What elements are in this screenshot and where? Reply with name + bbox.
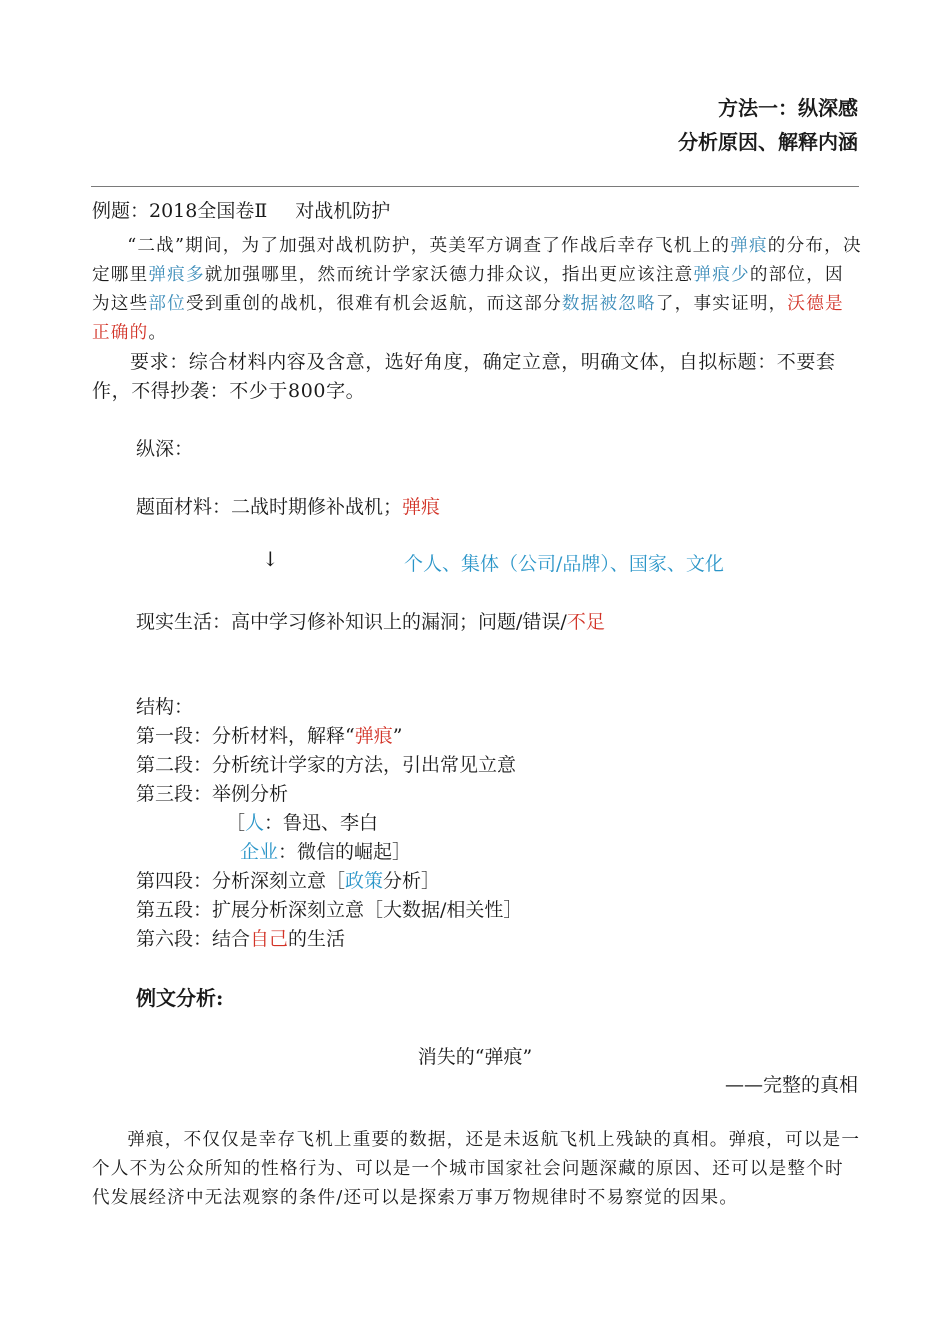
structure-item-2: 第二段：分析统计学家的方法，引出常见立意 (136, 754, 517, 776)
highlight-text: 沃德是正确的 (92, 294, 844, 343)
highlight-text: 弹痕多 (148, 265, 205, 285)
highlight-text: 人 (245, 812, 265, 834)
highlight-text: 弹痕 (402, 496, 441, 518)
depth-heading: 纵深： (136, 438, 194, 460)
arrow-note: 个人、集体（公司/品牌）、国家、文化 (404, 553, 724, 575)
highlight-text: 自己 (250, 928, 289, 950)
highlight-text: 部位 (148, 294, 186, 314)
requirement-paragraph (92, 348, 862, 406)
essay-title: 消失的“弹痕” (417, 1046, 533, 1068)
highlight-text: 弹痕 (354, 725, 393, 747)
structure-item-6: 第六段：结合自己的生活 (136, 928, 346, 950)
highlight-text: 弹痕少 (693, 265, 750, 285)
requirement-text: 要求：综合材料内容及含意，选好角度，确定立意，明确文体，自拟标题：不要套作，不得抄袭：不少于800字。 (92, 351, 836, 402)
essay-body (92, 1126, 862, 1213)
example-topic: 对战机防护 (295, 200, 391, 222)
structure-item-3: 第三段：举例分析 (136, 783, 289, 805)
structure-item-5: 第五段：扩展分析深刻立意［大数据/相关性］ (136, 899, 523, 921)
header-title: 方法一：纵深感 (718, 96, 858, 120)
essay-subtitle: ——完整的真相 (724, 1074, 858, 1096)
highlight-text: 政策 (345, 870, 384, 892)
highlight-text: 不足 (566, 611, 605, 633)
structure-item-4: 第四段：分析深刻立意［政策分析］ (136, 870, 441, 892)
structure-sub-2: 企业：微信的崛起］ (240, 841, 412, 863)
divider (91, 186, 859, 187)
essay-heading: 例文分析: (136, 986, 224, 1010)
structure-heading: 结构： (136, 696, 194, 718)
structure-sub-1: ［人：鲁迅、李白 (226, 812, 379, 834)
example-title (92, 196, 390, 223)
life-line: 现实生活：高中学习修补知识上的漏洞；问题/错误/不足 (136, 611, 605, 633)
essay-text: 弹痕，不仅仅是幸存飞机上重要的数据，还是未返航飞机上残缺的真相。弹痕，可以是一个人不为公众所知的性格行为、可以是一个城市国家社会问题深藏的原因、还可以是整个时代发展经济中无法观察的条件/还可以是探索万事万物规律时不易察觉的因果。 (92, 1130, 861, 1208)
material-line: 题面材料：二战时期修补战机；弹痕 (136, 496, 441, 518)
prompt-text: “二战”期间，为了加强对战机防护，英美军方调查了作战后幸存飞机上的弹痕的分布，决定哪里弹痕多就加强哪里，然而统计学家沃德力排众议，指出更应该注意弹痕少的部位，因为这些部位受到重创的战机，很难有机会返航，而这部分数据被忽略了，事实证明，沃德是正确的。 (92, 236, 862, 343)
prompt-paragraph (92, 232, 862, 348)
down-arrow-icon: ↓ (262, 547, 279, 571)
structure-item-1: 第一段：分析材料，解释“弹痕” (136, 725, 403, 747)
highlight-text: 数据被忽略 (561, 294, 656, 314)
highlight-text: 弹痕 (730, 236, 768, 256)
example-label: 例题：2018全国卷Ⅱ (92, 200, 268, 222)
header-subtitle: 分析原因、解释内涵 (678, 130, 858, 154)
highlight-text: 企业 (240, 841, 279, 863)
